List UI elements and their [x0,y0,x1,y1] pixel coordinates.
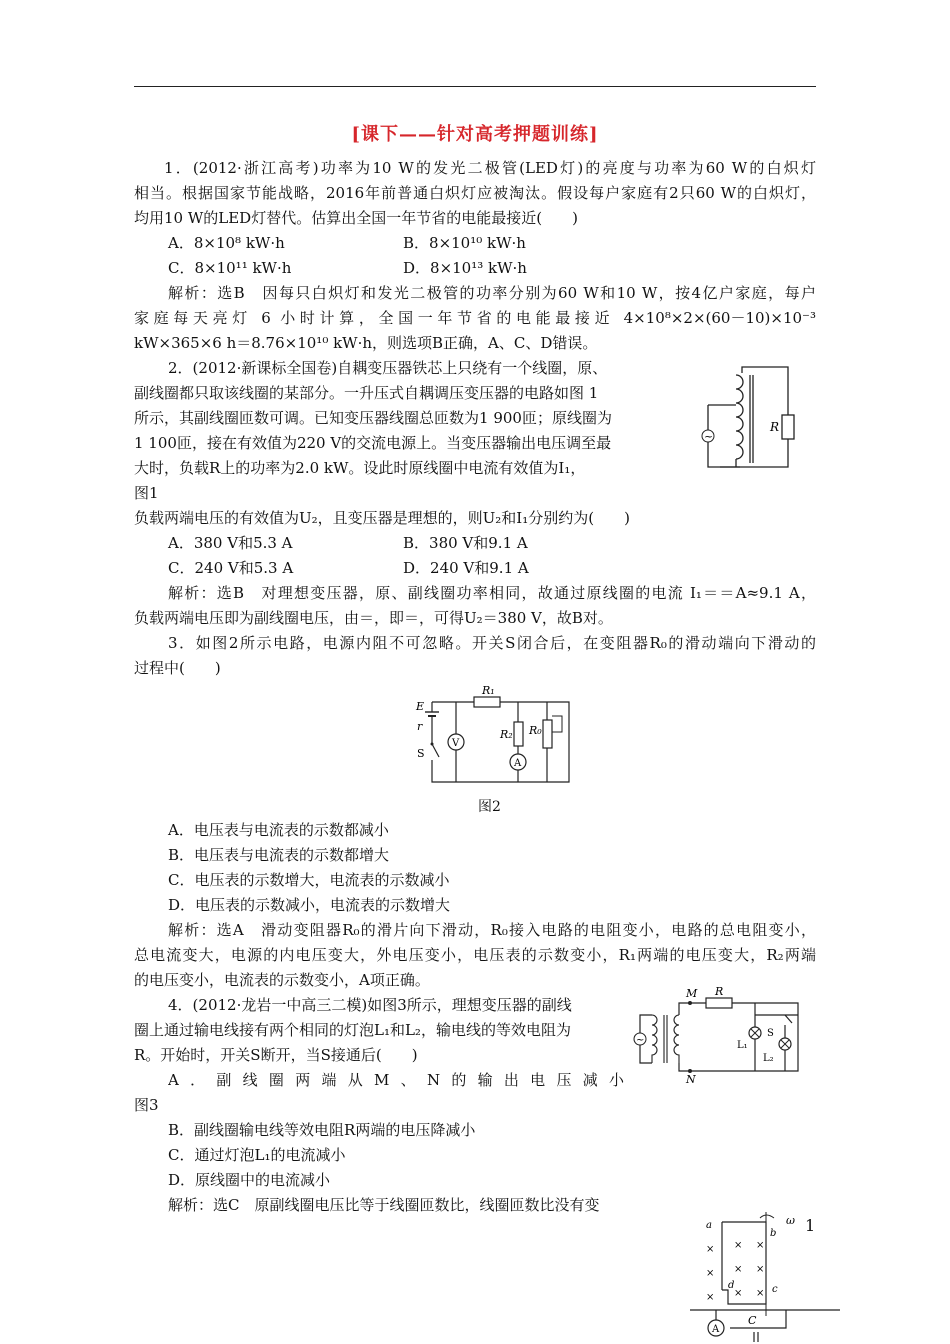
q4-option-d: D．原线圈中的电流减小 [168,1171,331,1189]
q1-line-3: 均用10 W的LED灯替代。估算出全国一年节省的电能最接近( ) [134,209,578,227]
fig3-label-l1: L₁ [737,1040,748,1051]
fig2-ammeter-label: A [514,758,522,769]
q2-line-1: 2．(2012·新课标全国卷)自耦变压器铁芯上只绕有一个线圈，原、 [168,359,608,377]
q3-analysis-2: 总电流变大，电源的内电压变大，外电压变小，电压表的示数变小，R₁两端的电压变大，R₂两端 [134,946,816,964]
top-rule [134,86,816,87]
fig3-label-m: M [686,987,698,1000]
svg-text:×: × [706,1292,715,1303]
fig5-label-b: b [770,1228,777,1239]
svg-text:×: × [734,1288,743,1299]
section-title: [课下——针对高考押题训练] [351,124,599,145]
fig5-cross: × [706,1244,715,1255]
q2-option-d: D．240 V和9.1 A [403,559,529,577]
svg-text:×: × [734,1240,743,1251]
q1-option-d: D．8×10¹³ kW·h [403,259,527,277]
q3-fig-caption: 图2 [478,799,501,815]
q2-line-6: 负载两端电压的有效值为U₂，且变压器是理想的，则U₂和I₁分别约为( ) [134,509,630,527]
svg-text:×: × [734,1264,743,1275]
q3-line-2: 过程中( ) [134,659,221,677]
fig3-label-s: S [767,1028,774,1039]
q4-line-3: R。开始时，开关S断开，当S接通后( ) [134,1046,418,1064]
q1-analysis-3: kW×365×6 h＝8.76×10¹⁰ kW·h，则选项B正确，A、C、D错误。 [134,334,598,352]
svg-text:×: × [756,1288,765,1299]
q3-option-c: C．电压表的示数增大，电流表的示数减小 [168,871,450,889]
page-number: 1 [805,1216,816,1235]
q3-option-a: A．电压表与电流表的示数都减小 [168,821,389,839]
q2-line-4: 1 100匝，接在有效值为220 V的交流电源上。当变压器输出电压调至最 [134,434,612,452]
q4-fig-caption: 图3 [134,1096,159,1114]
fig2-label-e: E [416,700,425,713]
fig5-label-d: d [728,1280,735,1291]
q1-analysis-1: 解析：选B 因每只白炽灯和发光二极管的功率分别为60 W和10 W，按4亿户家庭，每户 [168,284,816,302]
fig1-source-symbol: ~ [704,430,714,443]
q2-line-3: 所示，其副线圈匝数可调。已知变压器线圈总匝数为1 900匝；原线圈为 [134,409,612,427]
figure-1-autotransformer [680,355,800,475]
fig2-label-r1: R₁ [482,684,495,697]
fig5-label-a: a [706,1220,712,1231]
q1-option-c: C．8×10¹¹ kW·h [168,259,292,277]
q2-analysis-1: 解析：选B 对理想变压器，原、副线圈功率相同，故通过原线圈的电流 I₁＝＝A≈9.1 A， [168,584,816,602]
q2-option-a: A．380 V和5.3 A [168,534,293,552]
q4-line-1: 4．(2012·龙岩一中高三二模)如图3所示，理想变压器的副线 [168,996,572,1014]
q4-analysis-1: 解析：选C 原副线圈电压比等于线圈匝数比，线圈匝数比没有变 [168,1196,600,1214]
fig3-label-l2: L₂ [763,1053,774,1064]
q1-analysis-2: 家庭每天亮灯 6 小时计算，全国一年节省的电能最接近 4×10⁸×2×(60－10)×10⁻³ [134,309,816,327]
q3-option-b: B．电压表与电流表的示数都增大 [168,846,390,864]
fig2-label-r: r [417,720,423,733]
q2-option-b: B．380 V和9.1 A [403,534,528,552]
fig5-ammeter-label: A [712,1324,720,1335]
q4-option-c: C．通过灯泡L₁的电流减小 [168,1146,346,1164]
figure-2-circuit [412,682,582,792]
fig2-label-r0: R₀ [529,724,542,737]
figure-5-rotating-coil [690,1212,850,1342]
q1-line-1: 1．(2012·浙江高考)功率为10 W的发光二极管(LED灯)的亮度与功率为60 W的白炽灯 [164,159,816,177]
q2-fig-caption: 图1 [134,484,159,502]
q4-option-b: B．副线圈输电线等效电阻R两端的电压降减小 [168,1121,476,1139]
fig2-label-s: S [417,747,425,760]
fig5-label-capacitor: C [748,1314,757,1327]
fig1-resistor-label: R [770,420,780,434]
q1-line-2: 相当。根据国家节能战略，2016年前普通白炽灯应被淘汰。假设每户家庭有2只60 W的白炽灯， [134,184,816,202]
figure-3-transformer-circuit [630,985,805,1085]
q2-option-c: C．240 V和5.3 A [168,559,294,577]
svg-text:×: × [756,1264,765,1275]
q3-analysis-3: 的电压变小，电流表的示数变小，A项正确。 [134,971,430,989]
fig5-label-omega: ω [786,1214,795,1227]
fig5-label-c: c [772,1284,778,1295]
q1-option-b: B．8×10¹⁰ kW·h [403,234,526,252]
q4-option-a: A．副线圈两端从M、N的输出电压减小 [168,1071,624,1089]
q3-line-1: 3．如图2所示电路，电源内阻不可忽略。开关S闭合后，在变阻器R₀的滑动端向下滑动的 [168,634,816,652]
q4-line-2: 圈上通过输电线接有两个相同的灯泡L₁和L₂，输电线的等效电阻为 [134,1021,571,1039]
fig3-label-n: N [686,1073,696,1086]
svg-text:~: ~ [636,1035,645,1046]
svg-text:×: × [706,1268,715,1279]
q2-analysis-2: 负载两端电压即为副线圈电压，由＝，即＝，可得U₂＝380 V，故B对。 [134,609,613,627]
fig3-label-r: R [715,985,724,998]
q3-option-d: D．电压表的示数减小，电流表的示数增大 [168,896,451,914]
q1-option-a: A．8×10⁸ kW·h [168,234,285,252]
q3-analysis-1: 解析：选A 滑动变阻器R₀的滑片向下滑动，R₀接入电路的电阻变小，电路的总电阻变小， [168,921,816,939]
fig2-voltmeter-label: V [452,738,460,749]
svg-text:×: × [756,1240,765,1251]
q2-line-2: 副线圈都只取该线圈的某部分。一升压式自耦调压变压器的电路如图 1 [134,384,599,402]
q2-line-5: 大时，负载R上的功率为2.0 kW。设此时原线圈中电流有效值为I₁， [134,459,586,477]
fig2-label-r2: R₂ [500,728,513,741]
